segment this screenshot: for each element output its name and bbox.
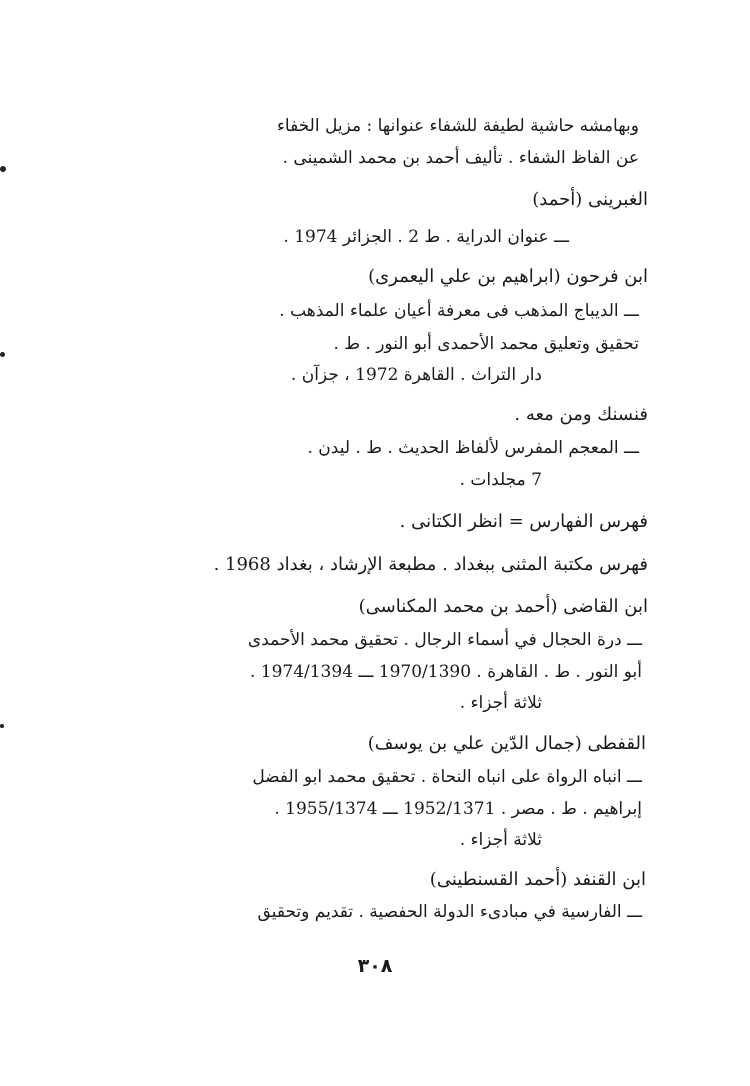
text-line: عن الفاظ الشفاء . تأليف أحمد بن محمد الشمينى .	[282, 148, 639, 168]
entry-detail-line: 7 مجلدات .	[459, 470, 542, 490]
text-line: وبهامشه حاشية لطيفة للشفاء عنوانها : مزيل الخفاء	[276, 116, 639, 136]
entry-work-line: ـــ المعجم المفرس لألفاظ الحديث . ط . ليدن .	[307, 438, 639, 458]
entry-author-heading: ابن فرحون (ابراهيم بن علي اليعمرى)	[368, 266, 648, 287]
entry-author-heading: الغبرينى (أحمد)	[532, 189, 648, 210]
entry-work-line: ـــ الفارسية في مبادىء الدولة الحفصية . تقديم وتحقيق	[257, 902, 642, 922]
page-number: ٣٠٨	[357, 955, 393, 977]
entry-detail-line: أبو النور . ط . القاهرة . 1970/1390 ـــ 1974/1394 .	[249, 662, 642, 682]
entry-detail-line: ثلاثة أجزاء .	[459, 830, 542, 850]
entry-author-heading: ابن القاضى (أحمد بن محمد المكناسى)	[358, 596, 648, 617]
entry-cross-reference: فهرس الفهارس = انظر الكتانى .	[399, 511, 648, 532]
entry-title-heading: فهرس مكتبة المثنى ببغداد . مطبعة الإرشاد ، بغداد 1968 .	[213, 554, 648, 575]
entry-detail-line: تحقيق وتعليق محمد الأحمدى أبو النور . ط .	[333, 334, 639, 354]
entry-work-line: ـــ عنوان الدراية . ط 2 . الجزائر 1974 .	[283, 227, 569, 247]
entry-detail-line: دار التراث . القاهرة 1972 ، جزآن .	[290, 365, 542, 385]
entry-work-line: ـــ الديباج المذهب فى معرفة أعيان علماء المذهب .	[279, 301, 639, 321]
entry-work-line: ـــ درة الحجال في أسماء الرجال . تحقيق محمد الأحمدى	[247, 630, 642, 650]
entry-detail-line: إبراهيم . ط . مصر . 1952/1371 ـــ 1955/1374 .	[274, 799, 642, 819]
margin-speck	[0, 166, 6, 172]
margin-speck	[0, 352, 5, 357]
margin-speck	[0, 724, 4, 728]
entry-author-heading: ابن القنفد (أحمد القسنطينى)	[429, 869, 646, 890]
entry-detail-line: ثلاثة أجزاء .	[459, 693, 542, 713]
entry-author-heading: فنسنك ومن معه .	[514, 404, 648, 425]
entry-work-line: ـــ انباه الرواة على انباه النحاة . تحقيق محمد ابو الفضل	[252, 767, 642, 787]
entry-author-heading: القفطى (جمال الدّين علي بن يوسف)	[367, 733, 646, 754]
